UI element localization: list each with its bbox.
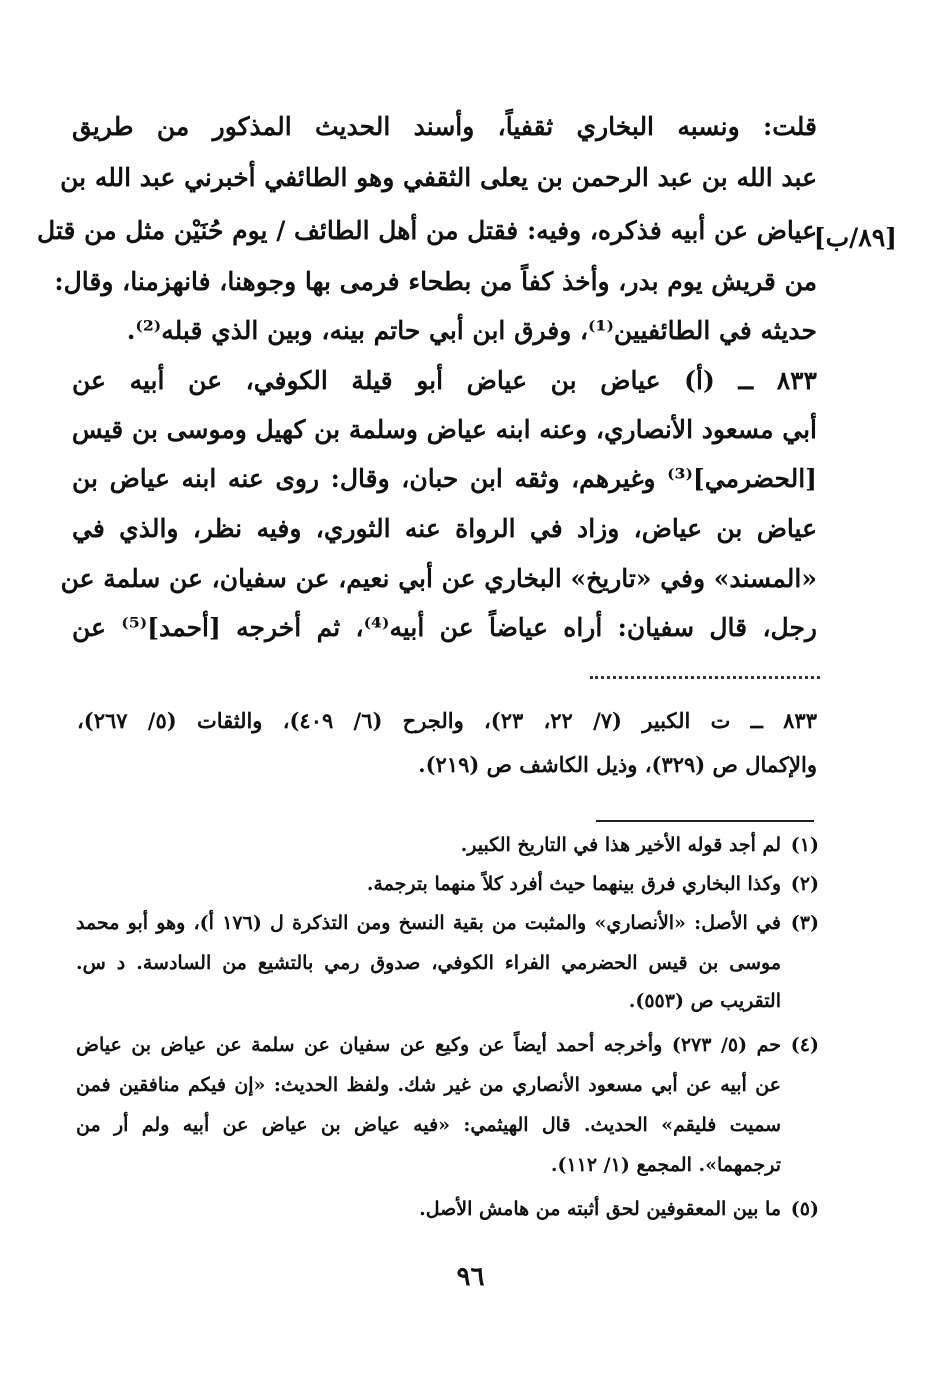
body-line: عياض بن عياض، وزاد في الرواة عنه الثوري، وفيه نظر، والذي في (72, 514, 817, 543)
footnote-text: وكذا البخاري فرق بينهما حيث أفرد كلاً منهما بترجمة. (366, 873, 781, 895)
footnote-number: (٥) (790, 1198, 819, 1220)
footnote-2 (0, 873, 941, 903)
sources-line: والإكمال ص (٣٢٩)، وذيل الكاشف ص (٢١٩). (418, 752, 817, 777)
body-line: «المسند» وفي «تاريخ» البخاري عن أبي نعيم، عن سفيان، عن سلمة عن (60, 564, 817, 593)
footnote-number: (٢) (790, 873, 819, 895)
footnote-text: التقريب ص (٥٥٣). (628, 990, 781, 1012)
footnote-text: موسى بن قيس الحضرمي الفراء الكوفي، صدوق رمي بالتشيع من السادسة. د س. (76, 952, 781, 974)
footnote-text: سميت فليقم» الحديث. قال الهيثمي: «فيه عياض بن عياض عن أبيه ولم أر من (76, 1114, 781, 1136)
footnote-5 (0, 1198, 941, 1228)
footnote-text: حم (٥/ ٢٧٣) وأخرجه أحمد أيضاً عن وكيع عن سفيان عن سلمة عن عياض بن عياض (76, 1034, 781, 1056)
footnote-text: ما بين المعقوفين لحق أثبته من هامش الأصل. (419, 1198, 781, 1220)
footnote-3 (0, 912, 941, 1022)
footnote-text: ترجمهما». المجمع (١/ ١١٢). (550, 1154, 781, 1176)
entry-heading-line: ٨٣٣ ــ (أ) عياض بن عياض أبو قيلة الكوفي، عن أبيه عن (72, 366, 817, 395)
footnote-number: (٣) (790, 912, 819, 934)
footnote-4 (0, 1034, 941, 1184)
margin-folio-note: [٨٩/ب] (813, 223, 897, 252)
sources-line: ٨٣٣ ــ ت الكبير (٧/ ٢٢، ٢٣)، والجرح (٦/ ٤٠٩)، والثقات (٥/ ٢٦٧)، (77, 708, 817, 733)
footnote-text: عن أبيه عن أبي مسعود الأنصاري من غير شك. ولفظ الحديث: «إن فيكم منافقين فمن (76, 1074, 781, 1096)
footnote-number: (٤) (790, 1034, 819, 1056)
page-number: ٩٦ (456, 1262, 485, 1292)
body-line: من قريش يوم بدر، وأخذ كفاً من بطحاء فرمى بها وجوهنا، فانهزمنا، وقال: (54, 267, 817, 296)
body-line: عياض عن أبيه فذكره، وفيه: فقتل من أهل الطائف / يوم حُنَيْن مثل من قتل (37, 216, 817, 245)
footnote-1 (0, 834, 941, 864)
body-line: قلت: ونسبه البخاري ثقفياً، وأسند الحديث المذكور من طريق (72, 112, 817, 141)
footnote-text: في الأصل: «الأنصاري» والمثبت من بقية النسخ ومن التذكرة ل (١٧٦ أ)، وهو أبو محمد (76, 912, 781, 934)
body-line: رجل، قال سفيان: أراه عياضاً عن أبيه⁽⁴⁾، ثم أخرجه [أحمد]⁽⁵⁾ عن (72, 613, 817, 642)
body-line: أبي مسعود الأنصاري، وعنه ابنه عياض وسلمة بن كهيل وموسى بن قيس (71, 415, 817, 444)
footnote-rule (596, 820, 814, 822)
body-line: حديثه في الطائفيين⁽¹⁾، وفرق ابن أبي حاتم بينه، وبين الذي قبله⁽²⁾. (126, 316, 817, 345)
body-line: [الحضرمي]⁽³⁾ وغيرهم، وثقه ابن حبان، وقال: روى عنه ابنه عياض بن (72, 464, 817, 493)
body-line: عبد الله بن عبد الرحمن بن يعلى الثقفي وهو الطائفي أخبرني عبد الله بن (60, 163, 817, 192)
footnote-text: لم أجد قوله الأخير هذا في التاريخ الكبير. (460, 834, 781, 856)
dotted-separator (590, 676, 820, 679)
footnote-number: (١) (790, 834, 819, 856)
